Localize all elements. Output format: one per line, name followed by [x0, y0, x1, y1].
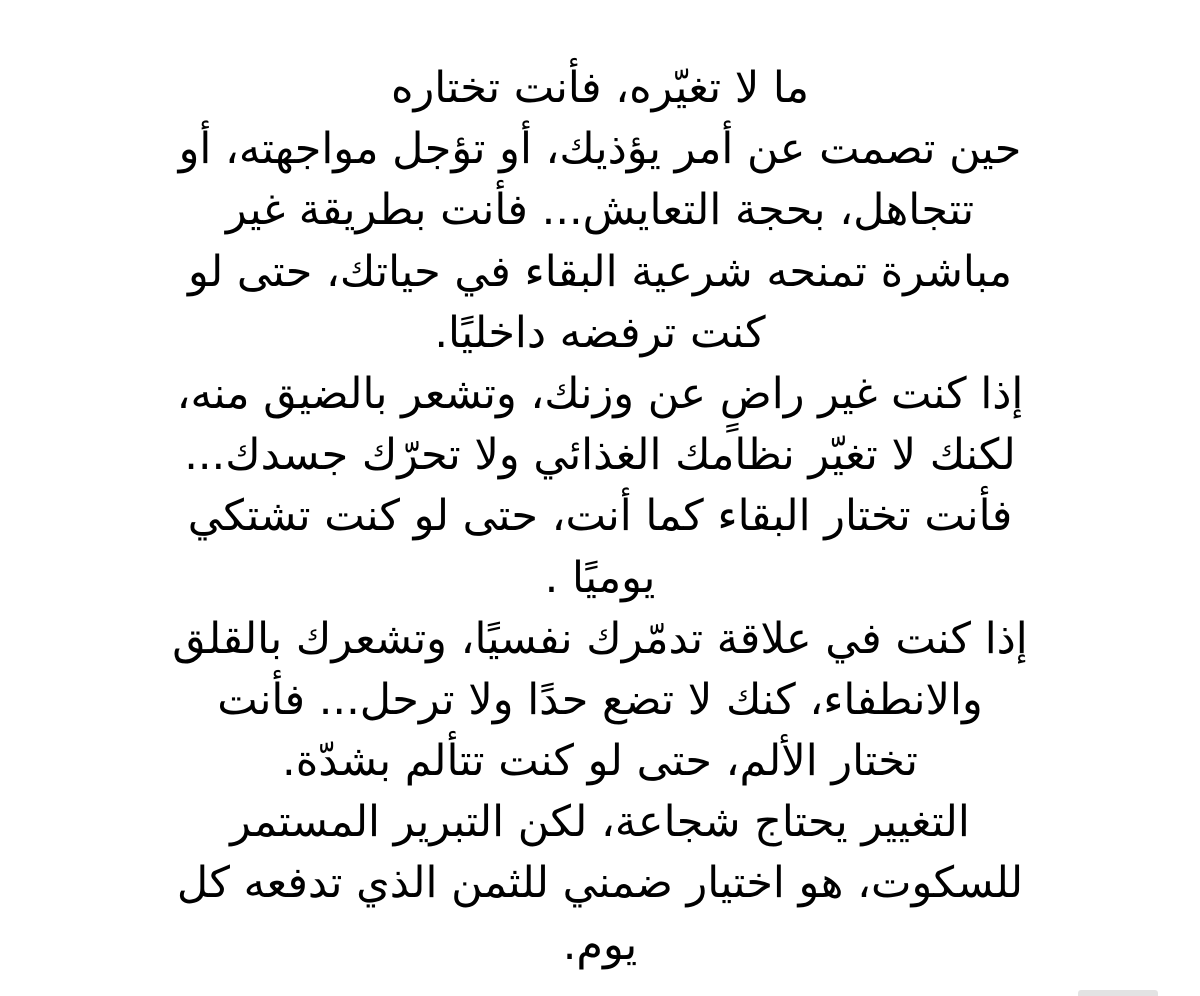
text-line: والانطفاء، كنك لا تضع حدًا ولا ترحل... فأنت — [217, 674, 983, 725]
text-line-title: ما لا تغيّره، فأنت تختاره — [390, 63, 810, 113]
text-line: إذا كنت في علاقة تدمّرك نفسيًا، وتشعرك بالقلق — [172, 613, 1028, 664]
text-line: كنت ترفضه داخليًا. — [434, 307, 766, 358]
text-line: لكنك لا تغيّر نظامك الغذائي ولا تحرّك جسدك... — [184, 430, 1016, 481]
text-line: مباشرة تمنحه شرعية البقاء في حياتك، حتى لو — [187, 246, 1013, 297]
arabic-text-block — [100, 58, 1100, 976]
text-line: فأنت تختار البقاء كما أنت، حتى لو كنت تشتكي — [187, 491, 1013, 542]
text-line: تتجاهل، بحجة التعايش... فأنت بطريقة غير — [225, 185, 975, 236]
text-line: إذا كنت غير راضٍ عن وزنك، وتشعر بالضيق منه، — [176, 368, 1024, 419]
text-line: حين تصمت عن أمر يؤذيك، أو تؤجل مواجهته، أو — [178, 124, 1022, 175]
text-line: التغيير يحتاج شجاعة، لكن التبرير المستمر — [230, 797, 970, 848]
text-line: يوم. — [562, 919, 638, 970]
text-line: يوميًا . — [544, 552, 656, 603]
text-line: تختار الألم، حتى لو كنت تتألم بشدّة. — [282, 736, 918, 787]
bottom-edge-mark — [1078, 990, 1158, 996]
text-line: للسكوت، هو اختيار ضمني للثمن الذي تدفعه كل — [176, 858, 1024, 909]
